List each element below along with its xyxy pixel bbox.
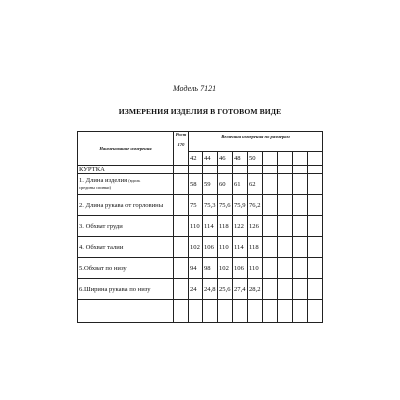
table-row [78,279,323,300]
row-value: 102 [218,258,233,279]
row-value: 75,3 [203,195,218,216]
row-value: 62 [248,174,263,195]
table-row [78,258,323,279]
section-row [78,166,323,174]
row-value: 126 [248,216,263,237]
row-name: 6.Ширина рукава по низу [78,279,174,300]
row-value: 122 [233,216,248,237]
row-value: 60 [218,174,233,195]
page-title: ИЗМЕРЕНИЯ ИЗДЕЛИЯ В ГОТОВОМ ВИДЕ [118,107,282,116]
row-value: 118 [248,237,263,258]
row-value: 59 [203,174,218,195]
size-42: 42 [189,152,203,166]
header-height-value: 170 [177,142,185,148]
row-value: 27,4 [233,279,248,300]
row-value: 106 [203,237,218,258]
row-name: 5.Обхват по низу [78,258,174,279]
row-value: 106 [233,258,248,279]
measurements-table [77,131,323,323]
row-value: 75 [189,195,203,216]
header-name: Наименование измерения [78,132,174,166]
row-value: 94 [189,258,203,279]
row-value: 118 [218,216,233,237]
row-value: 114 [233,237,248,258]
empty-cell [293,152,308,166]
row-value: 110 [218,237,233,258]
row-value: 110 [248,258,263,279]
size-44: 44 [203,152,218,166]
row-name: 3. Обхват груди [78,216,174,237]
row-value: 61 [233,174,248,195]
model-label: Модель 7121 [173,84,217,93]
table-row [78,300,323,323]
row-value: 25,6 [218,279,233,300]
header-height-label: Рост [175,132,187,137]
row-value: 28,2 [248,279,263,300]
row-name: 4. Обхват талии [78,237,174,258]
row-value: 75,6 [218,195,233,216]
row-value: 98 [203,258,218,279]
row-value: 75,9 [233,195,248,216]
table-row [78,195,323,216]
empty-cell [278,152,293,166]
row-name: 2. Длина рукава от горловины [78,195,174,216]
table-row [78,174,323,195]
row-value: 76,2 [248,195,263,216]
empty-cell [263,152,278,166]
header-sizes-label: Величина измерения по размерам [189,132,323,152]
section-label: КУРТКА [78,166,174,174]
size-46: 46 [218,152,233,166]
row-value: 114 [203,216,218,237]
row-value: 24,8 [203,279,218,300]
row-name: 1. Длина изделия (вдоль средины спинки) [78,174,174,195]
table-row [78,216,323,237]
row-value: 58 [189,174,203,195]
table-row [78,237,323,258]
header-height [174,132,189,166]
size-50: 50 [248,152,263,166]
row-value: 110 [189,216,203,237]
size-48: 48 [233,152,248,166]
empty-cell [308,152,323,166]
header-row [78,132,323,152]
row-value: 102 [189,237,203,258]
row-value: 24 [189,279,203,300]
